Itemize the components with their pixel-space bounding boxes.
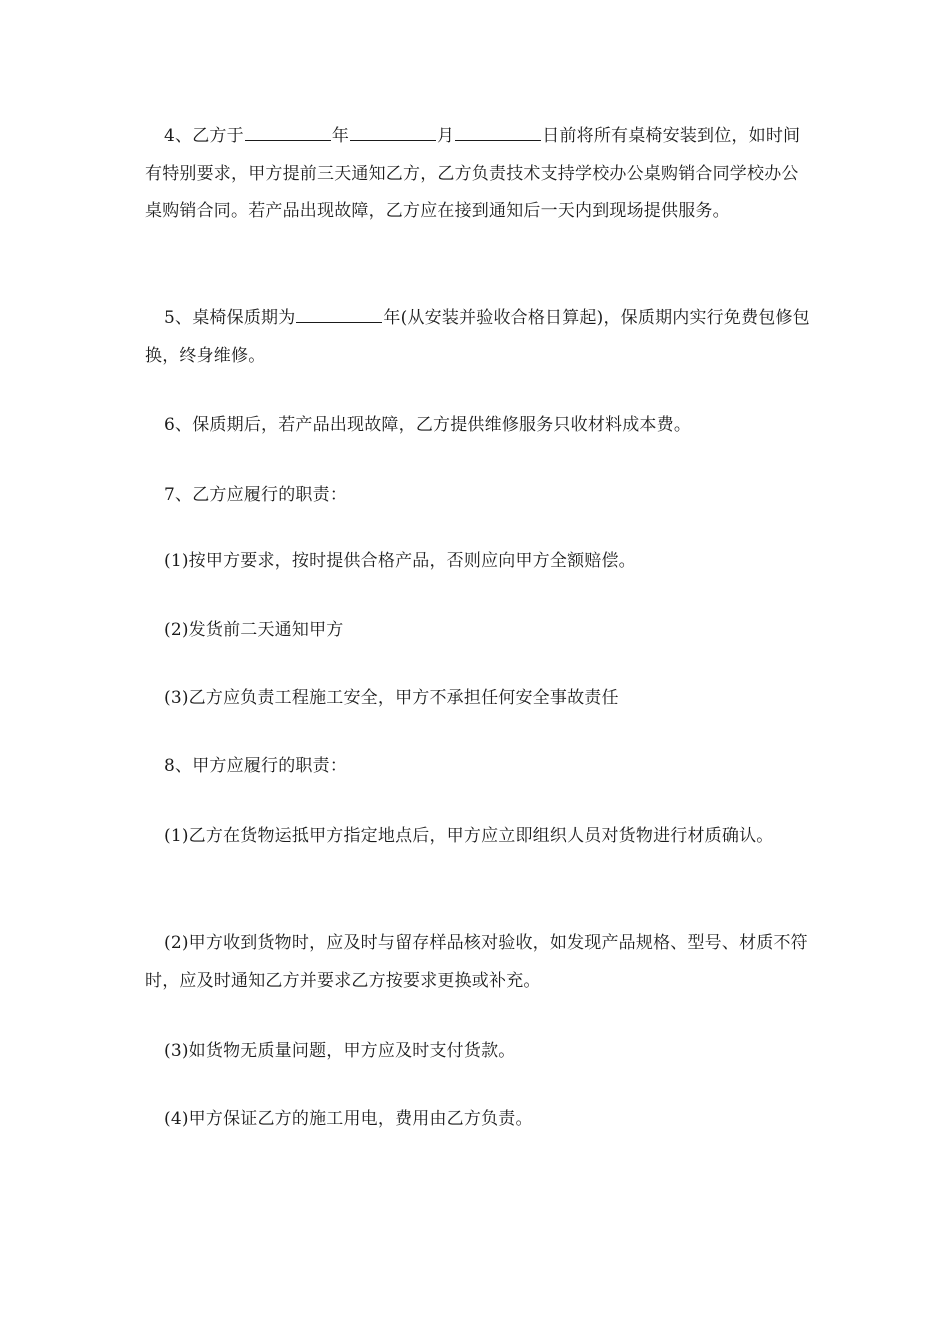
clause-7-text: 7、乙方应履行的职责： xyxy=(164,485,348,505)
clause-4-text-b: 年 xyxy=(331,126,350,146)
clause-4-text-c: 月 xyxy=(437,126,455,146)
blank-day xyxy=(455,124,541,141)
clause-8 xyxy=(145,748,810,786)
clause-8-item-4-text: (4)甲方保证乙方的施工用电，费用由乙方负责。 xyxy=(164,1109,533,1129)
clause-8-item-1-text: (1)乙方在货物运抵甲方指定地点后，甲方应立即组织人员对货物进行材质确认。 xyxy=(164,826,774,846)
clause-5-text-a: 5、桌椅保质期为 xyxy=(164,308,296,328)
clause-7-item-2 xyxy=(145,612,810,650)
clause-8-text: 8、甲方应履行的职责： xyxy=(164,756,348,776)
clause-8-item-1 xyxy=(145,818,810,856)
clause-5-text-b: 年(从安装并验收合格日算起)，保质期内实行免费包修包换，终身维修。 xyxy=(145,308,810,366)
clause-4 xyxy=(145,118,810,231)
clause-4-text-d: 日前将所有桌椅安装到位，如时间有特别要求，甲方提前三天通知乙方，乙方负责技术支持学校办公桌购销合同学校办公桌购销合同。若产品出现故障，乙方应在接到通知后一天内到现场提供服务。 xyxy=(145,126,801,221)
clause-8-item-3-text: (3)如货物无质量问题，甲方应及时支付货款。 xyxy=(164,1041,516,1061)
blank-warranty-years xyxy=(296,306,382,323)
clause-7-item-1 xyxy=(145,543,810,581)
clause-8-item-2 xyxy=(145,925,810,1000)
clause-4-text-a: 4、乙方于 xyxy=(164,126,244,146)
blank-year xyxy=(245,124,331,141)
blank-month xyxy=(350,124,436,141)
clause-8-item-4 xyxy=(145,1101,810,1139)
clause-7-item-3-text: (3)乙方应负责工程施工安全，甲方不承担任何安全事故责任 xyxy=(164,688,619,708)
clause-6-text: 6、保质期后，若产品出现故障，乙方提供维修服务只收材料成本费。 xyxy=(164,415,692,435)
clause-7 xyxy=(145,477,810,515)
clause-6 xyxy=(145,407,810,445)
clause-7-item-1-text: (1)按甲方要求，按时提供合格产品，否则应向甲方全额赔偿。 xyxy=(164,551,636,571)
clause-7-item-3 xyxy=(145,680,810,718)
clause-8-item-2-text: (2)甲方收到货物时，应及时与留存样品核对验收，如发现产品规格、型号、材质不符时，应及时通知乙方并要求乙方按要求更换或补充。 xyxy=(145,933,808,991)
clause-7-item-2-text: (2)发货前二天通知甲方 xyxy=(164,620,344,640)
clause-5 xyxy=(145,300,810,375)
clause-8-item-3 xyxy=(145,1033,810,1071)
